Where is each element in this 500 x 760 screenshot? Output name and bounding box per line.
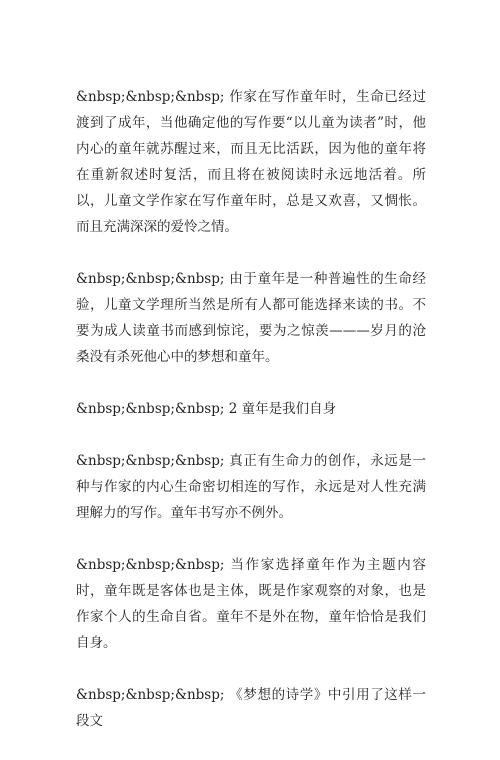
section-heading: &nbsp;&nbsp;&nbsp; 2 童年是我们自身 [76,401,337,417]
paragraph-universal-experience: &nbsp;&nbsp;&nbsp; 由于童年是一种普遍性的生命经验，儿童文学理所当然是所有人都可能选择来读的书。不要为成人读童书而感到惊诧，要为之惊羡———岁月的沧桑没有杀死他心中的梦想和童年。 [76,271,426,365]
paragraph-poetics-quote: &nbsp;&nbsp;&nbsp; 《梦想的诗学》中引用了这样一段文 [76,687,426,729]
document-body [76,84,426,760]
paragraph-childhood-subject: &nbsp;&nbsp;&nbsp; 当作家选择童年作为主题内容时，童年既是客体也是主体，既是作家观察的对象，也是作家个人的生命自省。童年不是外在物，童年恰恰是我们自身。 [76,557,426,651]
paragraph-creative-vitality: &nbsp;&nbsp;&nbsp; 真正有生命力的创作，永远是一种与作家的内心生命密切相连的写作，永远是对人性充满理解力的写作。童年书写亦不例外。 [76,453,426,521]
paragraph-childhood-writing: &nbsp;&nbsp;&nbsp; 作家在写作童年时，生命已经过渡到了成年，当他确定他的写作要“以儿童为读者”时，他内心的童年就苏醒过来，而且无比活跃，因为他的童年将在重新叙述时复活，而且将在被阅读时永远地活着。所以，儿童文学作家在写作童年时，总是又欢喜，又惆怅。而且充满深深的爱怜之情。 [76,89,426,235]
